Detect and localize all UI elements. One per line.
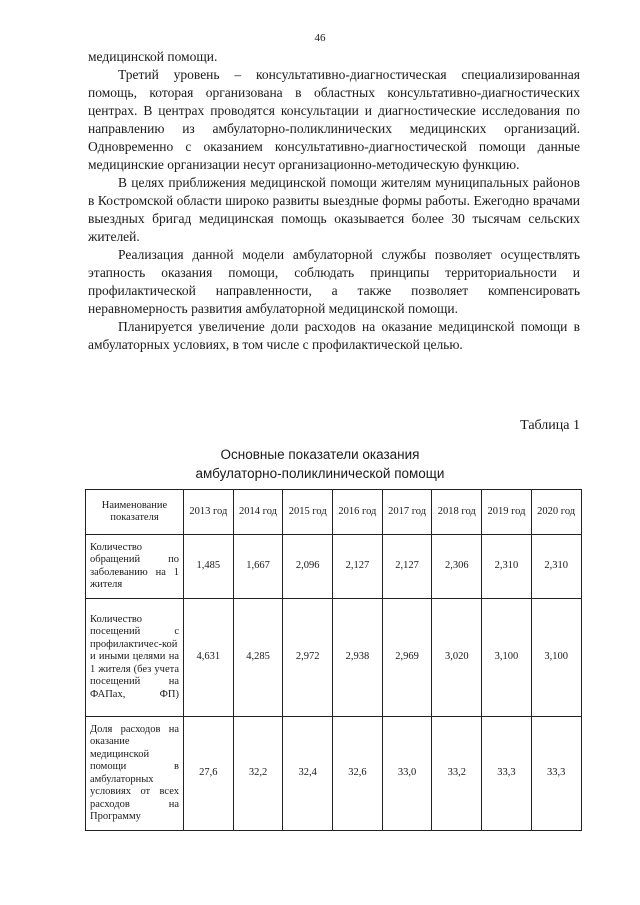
table-title-line: Основные показатели оказания (220, 447, 420, 462)
column-header-year: 2018 год (432, 490, 482, 535)
paragraph: Планируется увеличение доли расходов на оказание медицинской помощи в амбулаторных условиях, в том числе с профилактической целью. (88, 319, 580, 352)
column-header-indicator: Наименование показателя (86, 490, 184, 535)
table-cell: 2,306 (432, 535, 482, 599)
paragraph: В целях приближения медицинской помощи жителям муниципальных районов в Костромской области широко развиты выездные формы работы. Ежегодно врачами выездных бригад медицинская помощь оказывается более 30 тысячам сельских жителей. (88, 175, 580, 244)
column-header-year: 2019 год (482, 490, 532, 535)
table-cell: 1,667 (233, 535, 283, 599)
column-header-year: 2020 год (531, 490, 581, 535)
column-header-year: 2017 год (382, 490, 432, 535)
table-cell: 1,485 (184, 535, 234, 599)
table-cell: 2,969 (382, 599, 432, 717)
paragraph: медицинской помощи. (88, 49, 218, 64)
table-cell: 2,096 (283, 535, 333, 599)
body-text (88, 48, 580, 354)
table-cell: 33,0 (382, 717, 432, 831)
table-cell: 32,6 (333, 717, 383, 831)
row-name: Количество обращений по заболеванию на 1 жителя (86, 535, 184, 599)
row-name: Количество посещений с профилактичес-кой и иными целями на 1 жителя (без учета посещений на ФАПах, ФП) (86, 599, 184, 717)
column-header-year: 2015 год (283, 490, 333, 535)
table-cell: 33,3 (531, 717, 581, 831)
table-cell: 2,310 (482, 535, 532, 599)
table-cell: 3,100 (482, 599, 532, 717)
table-cell: 4,285 (233, 599, 283, 717)
table-header-row (86, 490, 582, 535)
table-row (86, 599, 582, 717)
table-cell: 3,020 (432, 599, 482, 717)
table-cell: 32,2 (233, 717, 283, 831)
table-cell: 2,127 (382, 535, 432, 599)
row-name: Доля расходов на оказание медицинской помощи в амбулаторных условиях от всех расходов на Программу (86, 717, 184, 831)
column-header-year: 2016 год (333, 490, 383, 535)
table-cell: 2,127 (333, 535, 383, 599)
table-cell: 27,6 (184, 717, 234, 831)
table-cell: 2,972 (283, 599, 333, 717)
table-cell: 2,310 (531, 535, 581, 599)
table-cell: 3,100 (531, 599, 581, 717)
table-cell: 33,3 (482, 717, 532, 831)
table-row (86, 535, 582, 599)
table-cell: 32,4 (283, 717, 333, 831)
table-row (86, 717, 582, 831)
paragraph: Третий уровень – консультативно-диагностическая специализированная помощь, которая организована в областных консультативно-диагностических центрах. В центрах проводятся консультации и диагностические исследования по направлению из амбулаторно-поликлинических медицинских организаций. Одновременно с оказанием консультативно-диагностической помощи данные медицинские организации несут организационно-методическую функцию. (88, 67, 580, 172)
column-header-year: 2013 год (184, 490, 234, 535)
indicators-table (85, 489, 582, 831)
table-cell: 33,2 (432, 717, 482, 831)
page-number: 46 (314, 32, 326, 44)
paragraph: Реализация данной модели амбулаторной службы позволяет осуществлять этапность оказания помощи, соблюдать принципы территориальности и профилактической направленности, а также позволяет компенсировать неравномерность развития амбулаторной медицинской помощи. (88, 247, 580, 316)
table-label: Таблица 1 (520, 418, 580, 433)
table-cell: 2,938 (333, 599, 383, 717)
table-cell: 4,631 (184, 599, 234, 717)
table-title (0, 445, 640, 483)
table-title-line: амбулаторно-поликлинической помощи (195, 466, 445, 481)
column-header-year: 2014 год (233, 490, 283, 535)
